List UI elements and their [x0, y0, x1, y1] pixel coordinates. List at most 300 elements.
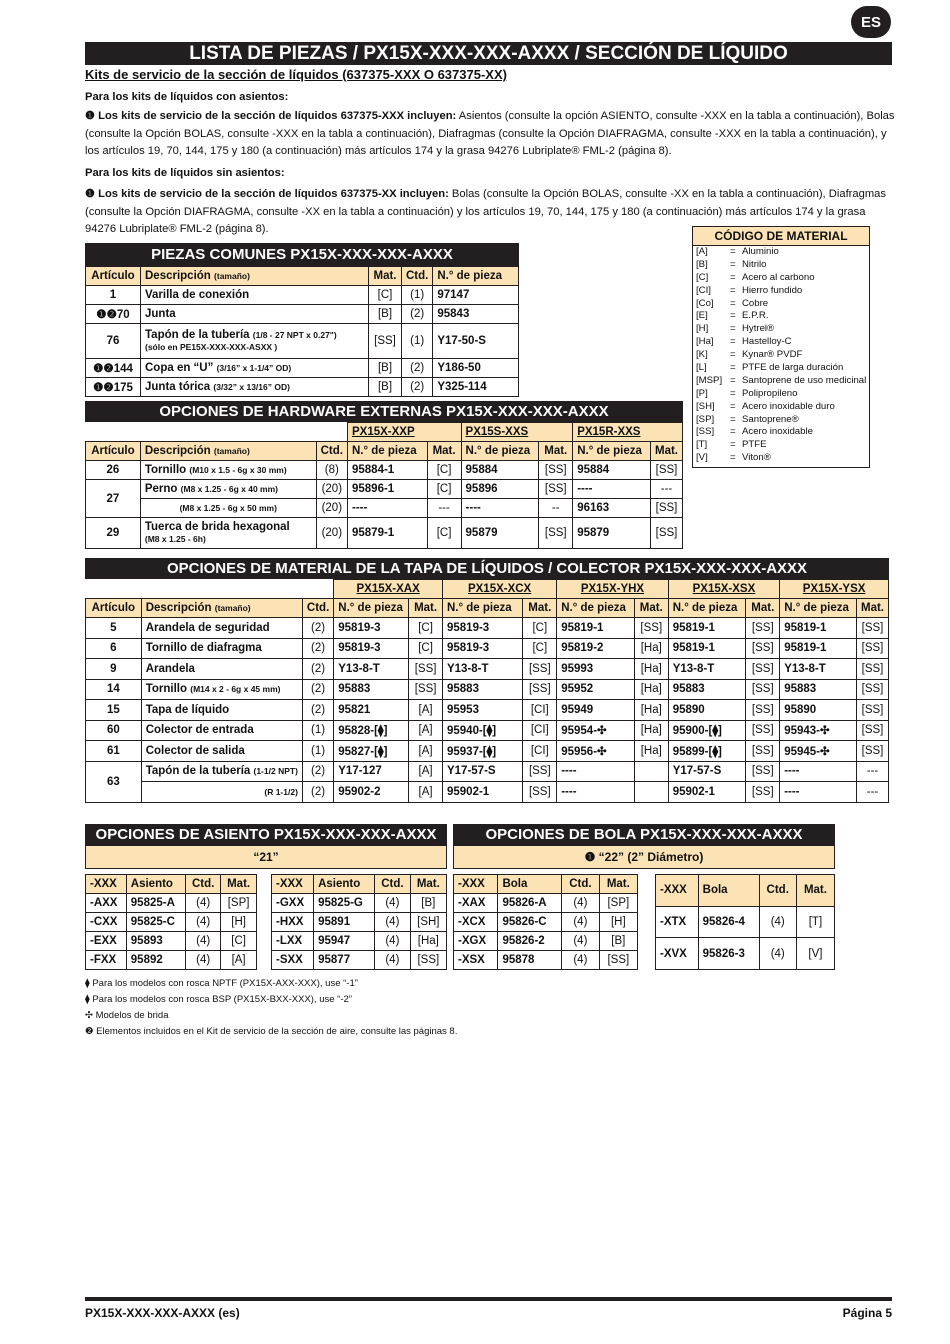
hw-col-qty: Ctd.: [316, 442, 347, 461]
part-number: 95819-3: [334, 618, 409, 639]
quantity: (4): [375, 951, 411, 970]
part-number: Y186-50: [433, 359, 519, 378]
material-name: Hastelloy-C: [742, 336, 792, 348]
cap-col-mat: Mat.: [634, 599, 668, 618]
page-title: LISTA DE PIEZAS / PX15X-XXX-XXX-AXXX / SECCIÓN DE LÍQUIDO: [85, 42, 892, 65]
material: [SS]: [746, 700, 780, 721]
material: [C]: [221, 932, 257, 951]
item-number: 27: [86, 480, 141, 518]
material-code-legend: [692, 226, 870, 468]
description-text: Tapón de la tubería: [145, 765, 251, 778]
material-code-row: [693, 285, 869, 298]
code: [Co]: [696, 297, 714, 309]
part-number: 95902-2: [334, 782, 409, 803]
part-number: 95825-A: [126, 894, 185, 913]
option-code: -CXX: [86, 913, 127, 932]
quantity: (4): [186, 894, 221, 913]
code: [H]: [696, 323, 709, 335]
material: [B]: [410, 894, 446, 913]
item-number: ❶❷144: [86, 359, 141, 378]
material: [A]: [409, 782, 443, 803]
material: [A]: [409, 741, 443, 762]
part-number: Y17-57-S: [668, 761, 746, 782]
description-text: Varilla de conexión: [145, 289, 250, 301]
part-number: 95883: [668, 679, 746, 700]
code: [C]: [696, 271, 709, 283]
part-number: 95879: [461, 518, 539, 549]
table-row: [86, 894, 257, 913]
description: [141, 782, 302, 803]
material-code-row: [693, 426, 869, 439]
material: [SS]: [746, 638, 780, 659]
option-code: -XCX: [454, 913, 498, 932]
quantity: (2): [302, 700, 333, 721]
material: [SS]: [746, 761, 780, 782]
material: [634, 782, 668, 803]
equals: =: [730, 258, 736, 270]
material: ---: [651, 480, 683, 499]
material: [Ha]: [634, 638, 668, 659]
part-number: 95896: [461, 480, 539, 499]
equals: =: [730, 387, 736, 399]
description-size: (1-1/2 NPT): [253, 766, 298, 777]
part-number: 95883: [442, 679, 522, 700]
section-subtitle: Kits de servicio de la sección de líquidos (637375-XXX O 637375-XX): [85, 67, 507, 82]
material-code-title: CÓDIGO DE MATERIAL: [693, 227, 869, 246]
equals: =: [730, 323, 736, 335]
material: [SS]: [410, 951, 446, 970]
description: [140, 461, 316, 480]
hw-col-mat: Mat.: [427, 442, 461, 461]
part-number: ----: [557, 782, 635, 803]
material: [SS]: [857, 700, 889, 721]
table-row: [272, 932, 447, 951]
hw-col-part: N.° de pieza: [573, 442, 651, 461]
material: [SS]: [523, 659, 557, 680]
seat-title: OPCIONES DE ASIENTO PX15X-XXX-XXX-AXXX: [85, 824, 447, 845]
material-name: Aluminio: [742, 246, 779, 257]
part-number: 95819-1: [557, 618, 635, 639]
part-number: Y13-8-T: [334, 659, 409, 680]
material-code-row: [693, 401, 869, 414]
description: [141, 700, 302, 721]
material: [SH]: [410, 913, 446, 932]
code: [V]: [696, 452, 708, 464]
code: [Ha]: [696, 336, 714, 348]
cap-options-table: [85, 558, 889, 803]
part-number: 95879-1: [347, 518, 427, 549]
material: [SS]: [746, 741, 780, 762]
description-text: Arandela: [145, 662, 195, 675]
table-row: [272, 894, 447, 913]
material: [C]: [409, 638, 443, 659]
description: [141, 286, 369, 305]
material-name: Acero inoxidable duro: [742, 400, 835, 412]
material: [C]: [523, 638, 557, 659]
description-text: Tuerca de brida hexagonal: [144, 521, 290, 533]
code: [P]: [696, 387, 708, 399]
material: [Ha]: [634, 720, 668, 741]
material: [SS]: [651, 461, 683, 480]
col-header: -XXX: [656, 875, 699, 907]
quantity: (1): [402, 324, 433, 359]
col-header: Asiento: [314, 875, 375, 894]
description-size: (M8 x 1.25 - 6g x 40 mm): [180, 484, 278, 494]
table-row: [656, 938, 835, 970]
material: [SS]: [857, 720, 889, 741]
cap-group-3: [557, 580, 668, 599]
part-number: 95819-1: [668, 638, 746, 659]
option-code: -GXX: [272, 894, 314, 913]
material-code-row: [693, 272, 869, 285]
material: [B]: [369, 359, 402, 378]
part-number: 95892: [126, 951, 185, 970]
table-row: [86, 480, 683, 499]
part-number: 95953: [442, 700, 522, 721]
material: [A]: [409, 761, 443, 782]
description-size: (M10 x 1.5 - 6g x 30 mm): [189, 465, 287, 475]
material-name: Kynar® PVDF: [742, 349, 803, 361]
quantity: (4): [186, 951, 221, 970]
part-number: 95878: [498, 951, 562, 970]
material: [Ha]: [634, 741, 668, 762]
item-number: 15: [86, 700, 142, 721]
quantity: (4): [562, 932, 600, 951]
seats-paragraph: ❶ Los kits de servicio de la sección de líquidos 637375-XXX incluyen: Asientos (consulte la opción ASIENTO, consulte -XXX en la tabla a continuación), Bolas (consulte la Opción BOLAS, consulte -XXX en la tabla a continuación), Diafragmas (consulte la Opción DIAFRAGMA, consulte -XXX en la tabla a continuación), y los artículos 19, 70, 144, 175 y 180 (a continuación) más artículos 174 y la grasa 94276 Lubriplate® FML-2 (página 8).: [85, 110, 895, 157]
hw-col-part: N.° de pieza: [347, 442, 427, 461]
equals: =: [730, 336, 736, 348]
material-code-row: [693, 259, 869, 272]
code: [B]: [696, 258, 708, 270]
table-row: [454, 894, 638, 913]
part-number: 95893: [126, 932, 185, 951]
material-name: PTFE: [742, 439, 767, 451]
material-name: Hytrel®: [742, 323, 775, 335]
part-number: 95821: [334, 700, 409, 721]
seat-options: [85, 824, 447, 970]
material: [SS]: [523, 761, 557, 782]
description: [141, 305, 369, 324]
part-number: 95819-3: [334, 638, 409, 659]
description-size: (M14 x 2 - 6g x 45 mm): [190, 684, 281, 695]
material-name: Santoprene®: [742, 413, 799, 425]
material: [SS]: [651, 499, 683, 518]
material: [C]: [427, 461, 461, 480]
material-name: Cobre: [742, 297, 769, 309]
material: [SS]: [746, 720, 780, 741]
cap-col-item: Artículo: [86, 599, 142, 618]
cap-col-part: N.° de pieza: [442, 599, 522, 618]
description-size: (R 1-1/2): [264, 786, 298, 797]
part-number: Y13-8-T: [668, 659, 746, 680]
part-number: 95826-3: [698, 938, 759, 970]
material-code-row: [693, 362, 869, 375]
material-code-row: [693, 310, 869, 323]
description-text: Tapón de la tubería: [145, 329, 250, 341]
col-header: Mat.: [410, 875, 446, 894]
col-header: Mat.: [796, 875, 834, 907]
cap-group-5: [780, 580, 889, 599]
cap-col-mat: Mat.: [857, 599, 889, 618]
material: [SS]: [369, 324, 402, 359]
description-text: Tapa de líquido: [145, 703, 230, 716]
hw-group-3: PX15R-XXS: [573, 423, 683, 442]
material: --: [539, 499, 573, 518]
cap-col-mat: Mat.: [409, 599, 443, 618]
material-code-row: [693, 246, 869, 259]
description: [141, 659, 302, 680]
part-number: 95828-[⧫]: [334, 720, 409, 741]
material-code-row: [693, 349, 869, 362]
part-number: 95902-1: [668, 782, 746, 803]
material: [SS]: [523, 782, 557, 803]
part-number: 95819-1: [780, 618, 857, 639]
cap-title: OPCIONES DE MATERIAL DE LA TAPA DE LÍQUIDOS / COLECTOR PX15X-XXX-XXX-AXXX: [85, 558, 889, 579]
group-label: PX15X-XCX: [467, 583, 532, 595]
description: [141, 324, 369, 359]
part-number: 95956-✣: [557, 741, 635, 762]
material: ---: [857, 761, 889, 782]
material: [T]: [796, 906, 834, 938]
part-number: 95879: [573, 518, 651, 549]
material-name: Polipropileno: [742, 387, 798, 399]
material-code-row: [693, 414, 869, 427]
material: ---: [857, 782, 889, 803]
table-row: [86, 359, 519, 378]
hw-group-1: PX15X-XXP: [347, 423, 461, 442]
code: [SS]: [696, 426, 715, 438]
part-number: Y17-50-S: [433, 324, 519, 359]
table-row: [86, 638, 889, 659]
quantity: (2): [402, 359, 433, 378]
col-qty: Ctd.: [402, 267, 433, 286]
part-number: 95954-✣: [557, 720, 635, 741]
equals: =: [730, 374, 736, 386]
material: [V]: [796, 938, 834, 970]
part-number: 95877: [314, 951, 375, 970]
table-row: [86, 951, 257, 970]
item-number: ❶❷175: [86, 378, 141, 397]
seats-heading: Para los kits de líquidos con asientos:: [85, 91, 289, 103]
part-number: 95900-[⧫]: [668, 720, 746, 741]
item-number: 26: [86, 461, 141, 480]
part-number: 95940-[⧫]: [442, 720, 522, 741]
col-header: -XXX: [86, 875, 127, 894]
table-row: [86, 679, 889, 700]
description: [141, 679, 302, 700]
quantity: (4): [186, 913, 221, 932]
option-code: -HXX: [272, 913, 314, 932]
quantity: (2): [302, 782, 333, 803]
cap-col-part: N.° de pieza: [668, 599, 746, 618]
equals: =: [730, 439, 736, 451]
material: [SS]: [857, 618, 889, 639]
description-size: (M8 x 1.25 - 6g x 50 mm): [179, 503, 277, 513]
quantity: (2): [302, 638, 333, 659]
noseats-paragraph: ❶ Los kits de servicio de la sección de líquidos 637375-XX incluyen: Bolas (consulte la Opción BOLAS, consulte -XX en la tabla a continuación), Diafragmas (consulte la Opción DIAFRAGMA, consulte -XX en la tabla a continuación) y los artículos 19, 70, 144, 175 y 180 (a continuación) más artículos 174 y la grasa 94276 Lubriplate® FML-2 (página 8).: [85, 188, 886, 235]
part-number: 95902-1: [442, 782, 522, 803]
material: [Ha]: [634, 659, 668, 680]
table-row: [86, 305, 519, 324]
quantity: (2): [402, 378, 433, 397]
material: [CI]: [523, 720, 557, 741]
quantity: (2): [302, 679, 333, 700]
material-code-row: [693, 298, 869, 311]
part-number: 95890: [780, 700, 857, 721]
common-parts-table: [85, 243, 519, 397]
description-text: Colector de salida: [145, 744, 245, 757]
material: ---: [427, 499, 461, 518]
part-number: 95891: [314, 913, 375, 932]
material: [SP]: [221, 894, 257, 913]
description-text: Junta tórica: [145, 381, 211, 393]
material: [Ha]: [634, 700, 668, 721]
part-number: ----: [780, 782, 857, 803]
material-name: PTFE de larga duración: [742, 362, 844, 374]
item-number: 76: [86, 324, 141, 359]
material: [B]: [369, 305, 402, 324]
quantity: (2): [302, 618, 333, 639]
description-size: (3/16” x 1-1/4” OD): [216, 363, 292, 373]
item-number: 60: [86, 720, 142, 741]
option-code: -XSX: [454, 951, 498, 970]
part-number: 95843: [433, 305, 519, 324]
noseats-heading: Para los kits de líquidos sin asientos:: [85, 167, 285, 179]
cap-col-part: N.° de pieza: [334, 599, 409, 618]
table-row: [86, 741, 889, 762]
quantity: (4): [375, 894, 411, 913]
equals: =: [730, 271, 736, 283]
equals: =: [730, 452, 736, 464]
equals: =: [730, 349, 736, 361]
cap-col-qty: Ctd.: [302, 599, 333, 618]
material-name: Viton®: [742, 452, 771, 464]
part-number: 95993: [557, 659, 635, 680]
equals: =: [730, 362, 736, 374]
part-number: Y13-8-T: [780, 659, 857, 680]
quantity: (4): [375, 913, 411, 932]
col-header: Asiento: [126, 875, 185, 894]
material: [C]: [409, 618, 443, 639]
language-badge: ES: [851, 6, 891, 38]
table-row: [86, 700, 889, 721]
part-number: Y17-57-S: [442, 761, 522, 782]
table-row: [86, 659, 889, 680]
material-name: Nitrilo: [742, 258, 767, 270]
material: [B]: [599, 932, 637, 951]
table-row: [86, 913, 257, 932]
quantity: (4): [759, 906, 796, 938]
material-name: Hierro fundido: [742, 284, 803, 296]
table-row: [86, 932, 257, 951]
part-number: 95826-2: [498, 932, 562, 951]
item-number: ❶❷70: [86, 305, 141, 324]
option-code: -XGX: [454, 932, 498, 951]
cap-col-part: N.° de pieza: [780, 599, 857, 618]
table-row: [454, 932, 638, 951]
note-2: ⧫ Para los modelos con rosca BSP (PX15X-BXX-XXX), use “-2”: [85, 994, 352, 1005]
description-text: Colector de entrada: [145, 724, 254, 737]
table-row: [86, 499, 683, 518]
part-number: 96163: [573, 499, 651, 518]
item-number: 29: [86, 518, 141, 549]
part-number: ----: [461, 499, 539, 518]
quantity: (4): [562, 913, 600, 932]
table-row: [656, 906, 835, 938]
option-code: -AXX: [86, 894, 127, 913]
quantity: (8): [316, 461, 347, 480]
cap-col-part: N.° de pieza: [557, 599, 635, 618]
part-number: 95890: [668, 700, 746, 721]
material: [C]: [427, 480, 461, 499]
quantity: (2): [302, 659, 333, 680]
description: [141, 741, 302, 762]
quantity: (4): [375, 932, 411, 951]
hardware-options-table: [85, 401, 683, 549]
quantity: (4): [759, 938, 796, 970]
item-number: 61: [86, 741, 142, 762]
part-number: ----: [557, 761, 635, 782]
table-row: [86, 378, 519, 397]
col-header: Ctd.: [562, 875, 600, 894]
quantity: (4): [186, 932, 221, 951]
material: [H]: [599, 913, 637, 932]
description: [140, 480, 316, 499]
part-number: 95945-✣: [780, 741, 857, 762]
footer-doc-id: PX15X-XXX-XXX-AXXX (es): [85, 1306, 240, 1320]
material: [SS]: [523, 679, 557, 700]
part-number: 95947: [314, 932, 375, 951]
material: [SS]: [409, 659, 443, 680]
quantity: (20): [316, 499, 347, 518]
description: [141, 359, 369, 378]
col-header: Ctd.: [375, 875, 411, 894]
part-number: 95884-1: [347, 461, 427, 480]
material: [SS]: [539, 518, 573, 549]
option-code: -XVX: [656, 938, 699, 970]
part-number: 95819-1: [668, 618, 746, 639]
table-row: [86, 518, 683, 549]
option-code: -LXX: [272, 932, 314, 951]
part-number: 95826-C: [498, 913, 562, 932]
description-text: Copa en “U”: [145, 362, 214, 374]
description-size: (3/32” x 13/16” OD): [213, 382, 290, 392]
table-row: [86, 782, 889, 803]
material: [B]: [369, 378, 402, 397]
code: [L]: [696, 362, 707, 374]
material: [SP]: [599, 894, 637, 913]
hw-group-2: PX15S-XXS: [461, 423, 573, 442]
part-number: 95883: [334, 679, 409, 700]
common-parts-title: PIEZAS COMUNES PX15X-XXX-XXX-AXXX: [85, 243, 519, 266]
equals: =: [730, 400, 736, 412]
part-number: 95819-3: [442, 618, 522, 639]
code: [E]: [696, 310, 708, 322]
description-text: Tornillo de diafragma: [145, 642, 262, 655]
description-size: (M8 x 1.25 - 6h): [144, 534, 206, 544]
code: [T]: [696, 439, 708, 451]
material-code-row: [693, 439, 869, 452]
part-number: 95819-3: [442, 638, 522, 659]
code: [K]: [696, 349, 708, 361]
material: [SS]: [539, 461, 573, 480]
table-row: [86, 618, 889, 639]
note-3: ✣ Modelos de brida: [85, 1010, 169, 1021]
col-description: Descripción (tamaño): [141, 267, 369, 286]
code: [A]: [696, 246, 708, 257]
table-row: [86, 761, 889, 782]
group-label: PX15X-YHX: [580, 583, 645, 595]
